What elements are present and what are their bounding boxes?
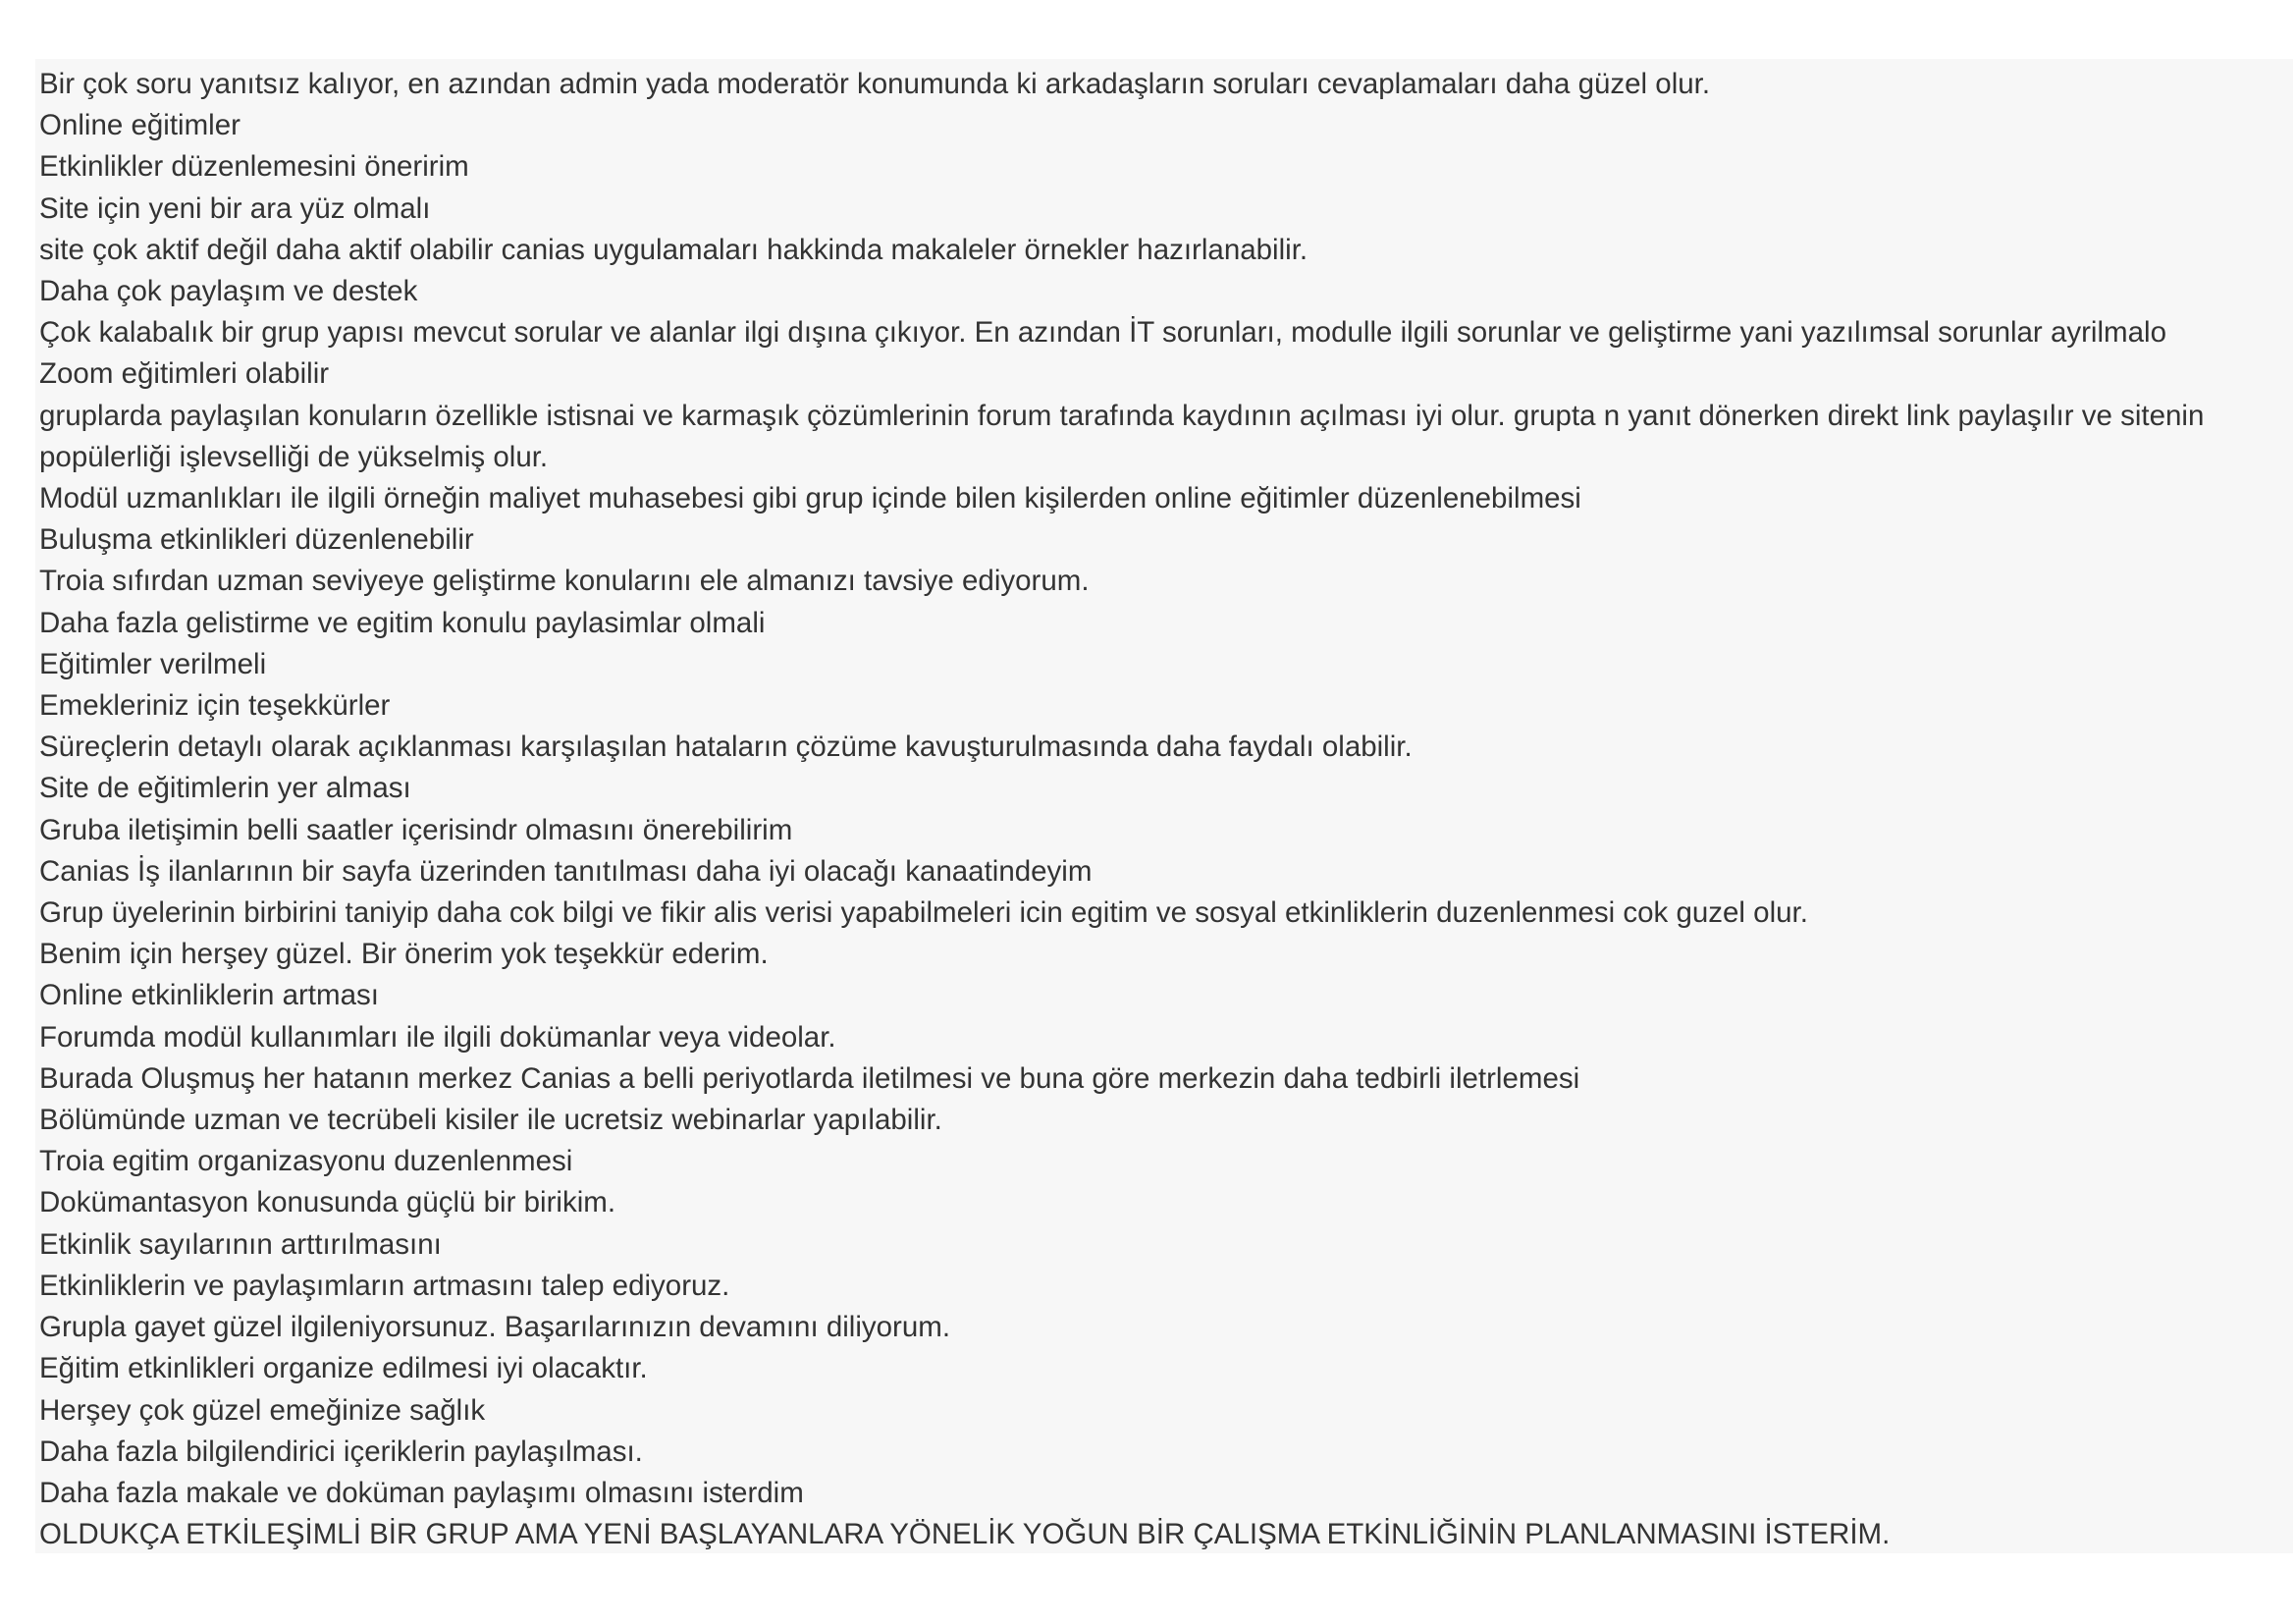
response-item: Forumda modül kullanımları ile ilgili dokümanlar veya videolar. bbox=[39, 1020, 836, 1054]
response-item: Zoom eğitimleri olabilir bbox=[39, 357, 330, 391]
response-item: Site de eğitimlerin yer alması bbox=[39, 772, 411, 805]
response-item: Süreçlerin detaylı olarak açıklanması karşılaşılan hataların çözüme kavuşturulmasında daha faydalı olabilir. bbox=[39, 731, 1413, 764]
response-item: Site için yeni bir ara yüz olmalı bbox=[39, 191, 431, 225]
response-item: Eğitim etkinlikleri organize edilmesi iyi olacaktır. bbox=[39, 1352, 648, 1385]
response-item: Benim için herşey güzel. Bir önerim yok teşekkür ederim. bbox=[39, 938, 769, 971]
response-item: Emekleriniz için teşekkürler bbox=[39, 689, 391, 723]
response-item: Gruba iletişimin belli saatler içerisindr olmasını önerebilirim bbox=[39, 813, 793, 846]
response-item: Troia egitim organizasyonu duzenlenmesi bbox=[39, 1145, 573, 1178]
response-item: Buluşma etkinlikleri düzenlenebilir bbox=[39, 523, 474, 557]
response-item: Online eğitimler bbox=[39, 109, 240, 142]
response-item: Daha fazla makale ve doküman paylaşımı olmasını isterdim bbox=[39, 1476, 804, 1509]
response-item: Daha çok paylaşım ve destek bbox=[39, 275, 418, 308]
response-item: Daha fazla bilgilendirici içeriklerin paylaşılması. bbox=[39, 1435, 643, 1468]
response-item: Dokümantasyon konusunda güçlü bir birikim. bbox=[39, 1186, 616, 1219]
response-item: site çok aktif değil daha aktif olabilir canias uygulamaları hakkinda makaleler örnekler hazırlanabilir. bbox=[39, 233, 1308, 266]
response-item: Canias İş ilanlarının bir sayfa üzerinden tanıtılması daha iyi olacağı kanaatindeyim bbox=[39, 854, 1093, 888]
response-item: Burada Oluşmuş her hatanın merkez Canias a belli periyotlarda iletilmesi ve buna göre merkezin daha tedbirli iletrlemesi bbox=[39, 1061, 1580, 1095]
response-item: Bir çok soru yanıtsız kalıyor, en azından admin yada moderatör konumunda ki arkadaşların soruları cevaplamaları daha güzel olur. bbox=[39, 68, 1711, 100]
response-item: Daha fazla gelistirme ve egitim konulu paylasimlar olmali bbox=[39, 606, 766, 639]
response-item: Herşey çok güzel emeğinize sağlık bbox=[39, 1393, 486, 1427]
response-item: Bölümünde uzman ve tecrübeli kisiler ile ucretsiz webinarlar yapılabilir. bbox=[39, 1104, 942, 1137]
response-item: gruplarda paylaşılan konuların özellikle istisnai ve karmaşık çözümlerinin forum tarafında kaydının açılması iyi olur. grupta n yanıt dönerken direkt link paylaşılır ve sitenin popülerliği işlevselliği de yükselmiş olur. bbox=[39, 399, 2205, 473]
response-item: Grup üyelerinin birbirini taniyip daha cok bilgi ve fikir alis verisi yapabilmeleri icin egitim ve sosyal etkinliklerin duzenlenmesi cok guzel olur. bbox=[39, 896, 1808, 930]
response-item: Troia sıfırdan uzman seviyeye geliştirme konularını ele almanızı tavsiye ediyorum. bbox=[39, 565, 1090, 598]
responses-list bbox=[39, 64, 2293, 1555]
response-item: Çok kalabalık bir grup yapısı mevcut sorular ve alanlar ilgi dışına çıkıyor. En azından İT sorunları, modulle ilgili sorunlar ve geliştirme yani yazılımsal sorunlar ayrilmalo bbox=[39, 316, 2166, 350]
response-item: Modül uzmanlıkları ile ilgili örneğin maliyet muhasebesi gibi grup içinde bilen kişilerden online eğitimler düzenlenebilmesi bbox=[39, 482, 1581, 515]
response-item: Etkinlik sayılarının arttırılmasını bbox=[39, 1227, 442, 1261]
response-item: Grupla gayet güzel ilgileniyorsunuz. Başarılarınızın devamını diliyorum. bbox=[39, 1311, 951, 1344]
responses-panel bbox=[35, 59, 2293, 1553]
response-item: Etkinlikler düzenlemesini öneririm bbox=[39, 150, 469, 184]
response-item: OLDUKÇA ETKİLEŞİMLİ BİR GRUP AMA YENİ BAŞLAYANLARA YÖNELİK YOĞUN BİR ÇALIŞMA ETKİNLİĞİNİN PLANLANMASINI İSTERİM. bbox=[39, 1518, 1891, 1551]
response-item: Online etkinliklerin artması bbox=[39, 979, 379, 1012]
response-item: Etkinliklerin ve paylaşımların artmasını talep ediyoruz. bbox=[39, 1269, 730, 1302]
response-item: Eğitimler verilmeli bbox=[39, 647, 267, 680]
